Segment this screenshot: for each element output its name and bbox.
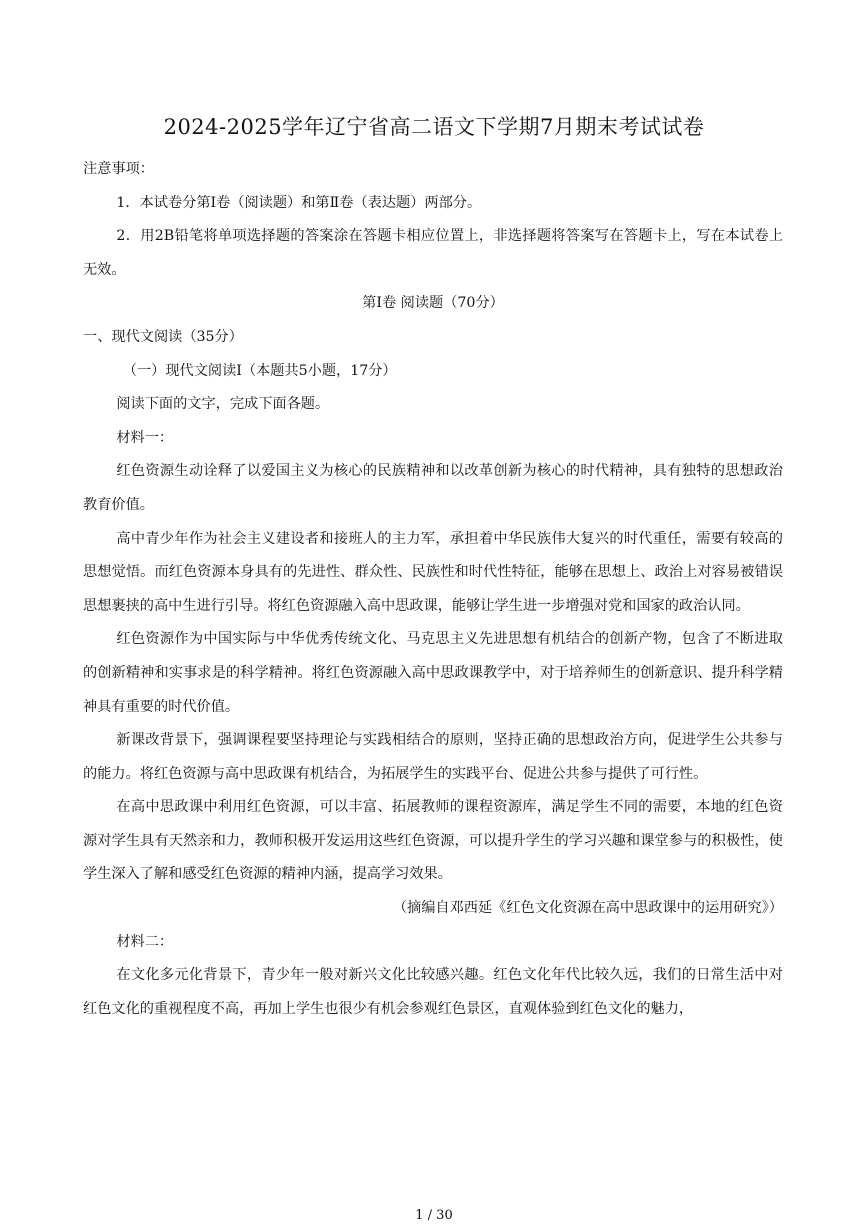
- page-number: 1 / 30: [415, 1208, 453, 1223]
- document-body: [83, 153, 783, 1026]
- section-heading: 一、现代文阅读（35分）: [83, 328, 243, 345]
- notice-item: 1．本试卷分第Ⅰ卷（阅读题）和第Ⅱ卷（表达题）两部分。: [116, 194, 482, 211]
- paragraph: 新课改背景下，强调课程要坚持理论与实践相结合的原则，坚持正确的思想政治方向，促进学生公共参与的能力。将红色资源与高中思政课有机结合，为拓展学生的实践平台、促进公共参与提供了可行性。: [83, 732, 783, 782]
- paragraph: 在高中思政课中利用红色资源，可以丰富、拓展教师的课程资源库，满足学生不同的需要，本地的红色资源对学生具有天然亲和力，教师积极开发运用这些红色资源，可以提升学生的学习兴趣和课堂参与的积极性，使学生深入了解和感受红色资源的精神内涵，提高学习效果。: [83, 799, 783, 883]
- paragraph: 在文化多元化背景下，青少年一般对新兴文化比较感兴趣。红色文化年代比较久远，我们的日常生活中对红色文化的重视程度不高，再加上学生也很少有机会参观红色景区，直观体验到红色文化的魅力，: [83, 967, 783, 1017]
- notice-heading: 注意事项：: [83, 161, 154, 177]
- material-one-label: 材料一：: [116, 429, 174, 446]
- volume-heading: 第Ⅰ卷 阅读题（70分）: [362, 295, 504, 312]
- subsection-heading: （一）现代文阅读Ⅰ（本题共5小题，17分）: [122, 362, 397, 379]
- paragraph: 红色资源生动诠释了以爱国主义为核心的民族精神和以改革创新为核心的时代精神，具有独特的思想政治教育价值。: [83, 463, 783, 513]
- paragraph: 高中青少年作为社会主义建设者和接班人的主力军，承担着中华民族伟大复兴的时代重任，需要有较高的思想觉悟。而红色资源本身具有的先进性、群众性、民族性和时代性特征，能够在思想上、政治上对容易被错误思想裹挟的高中生进行引导。将红色资源融入高中思政课，能够让学生进一步增强对党和国家的政治认同。: [83, 530, 783, 614]
- source-citation: （摘编自邓西延《红色文化资源在高中思政课中的运用研究》）: [392, 900, 783, 917]
- notice-item: 2．用2B铅笔将单项选择题的答案涂在答题卡相应位置上，非选择题将答案写在答题卡上，写在本试卷上无效。: [83, 228, 783, 278]
- reading-instruction: 阅读下面的文字，完成下面各题。: [116, 396, 330, 413]
- paragraph: 红色资源作为中国实际与中华优秀传统文化、马克思主义先进思想有机结合的创新产物，包含了不断进取的创新精神和实事求是的科学精神。将红色资源融入高中思政课教学中，对于培养师生的创新意识、提升科学精神具有重要的时代价值。: [83, 631, 783, 715]
- exam-title: 2024-2025学年辽宁省高二语文下学期7月期末考试试卷: [163, 115, 705, 139]
- material-two-label: 材料二：: [116, 933, 174, 950]
